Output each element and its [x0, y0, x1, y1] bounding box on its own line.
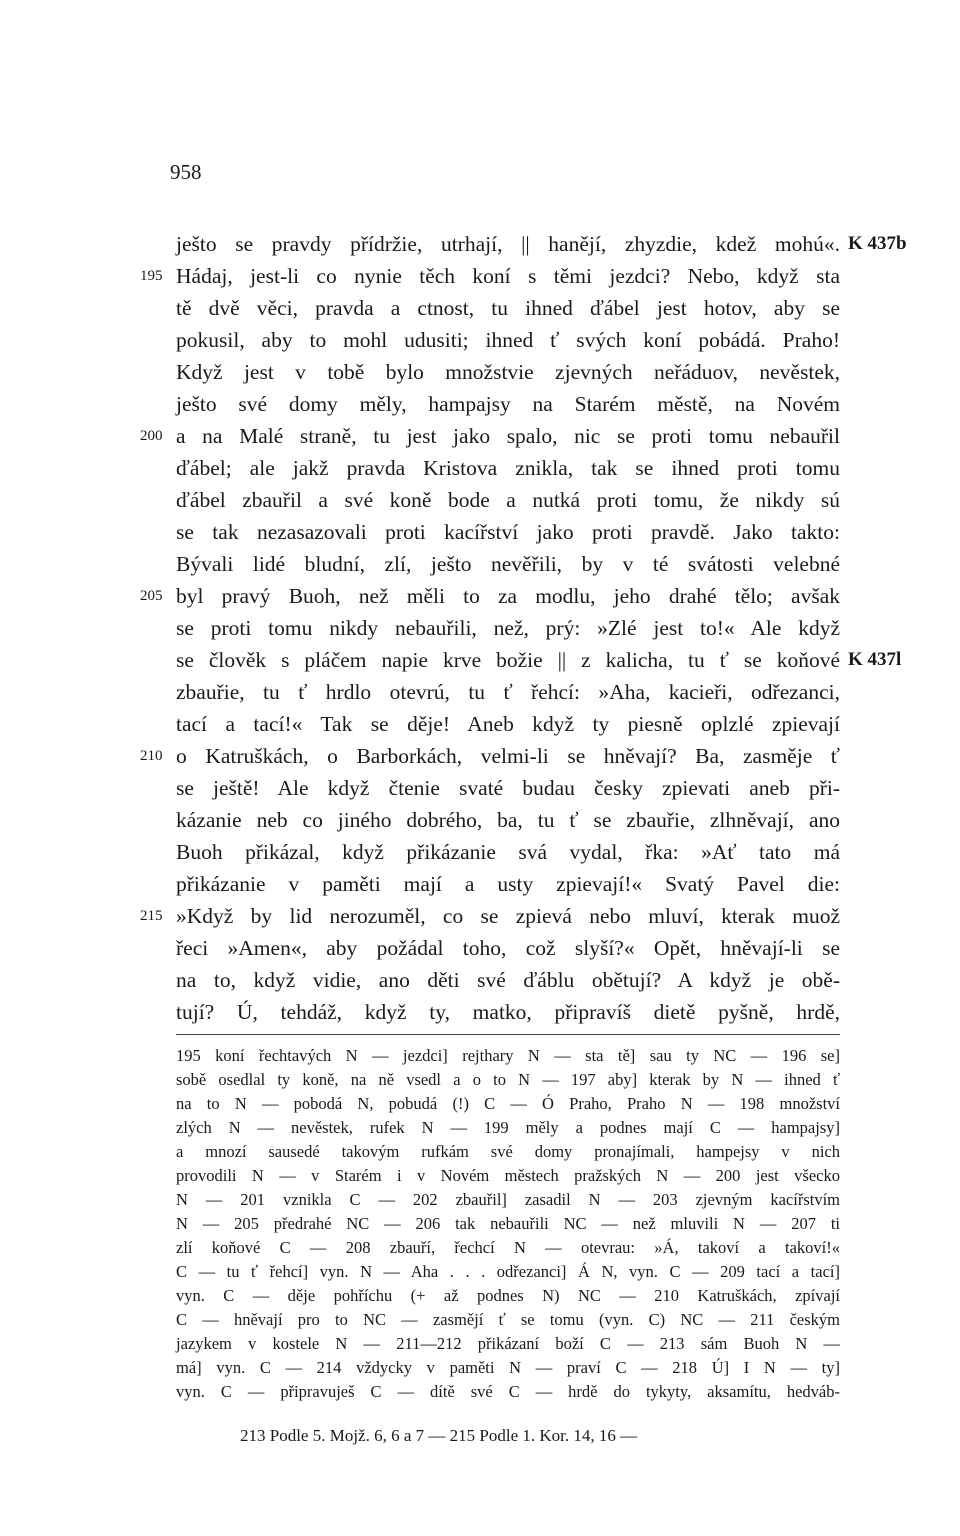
note-line: provodili N — v Starém i v Novém městech pražských N — 200 jest všecko — [176, 1166, 840, 1185]
text-line: a na Malé straně, tu jest jako spalo, nic se proti tomu nebauřil — [176, 424, 840, 448]
line-number: 205 — [140, 588, 163, 604]
note-line: má] vyn. C — 214 vždycky v paměti N — praví C — 218 Ú] I N — ty] — [176, 1358, 840, 1377]
text-line: o Katruškách, o Barborkách, velmi-li se hněvají? Ba, zasměje ť — [176, 744, 840, 768]
note-line: N — 201 vznikla C — 202 zbauřil] zasadil N — 203 zjevným kacířstvím — [176, 1190, 840, 1209]
margin-reference: K 437b — [848, 233, 907, 254]
note-line: zlí koňové C — 208 zbauří, řechcí N — otevrau: »Á, takoví a takoví!« — [176, 1238, 840, 1257]
text-line: tací a tací!« Tak se děje! Aneb když ty piesně oplzlé zpievají — [176, 712, 840, 736]
note-line: jazykem v kostele N — 211—212 přikázaní boží C — 213 sám Buoh N — — [176, 1334, 840, 1353]
text-line: ďábel; ale jakž pravda Kristova znikla, tak se ihned proti tomu — [176, 456, 840, 480]
line-number: 215 — [140, 908, 163, 924]
text-line: Buoh přikázal, když přikázanie svá vydal, řka: »Ať tato má — [176, 840, 840, 864]
text-line: kázanie neb co jiného dobrého, ba, tu ť se zbauřie, zlhněvají, ano — [176, 808, 840, 832]
note-line: zlých N — nevěstek, rufek N — 199 měly a podnes mají C — hampajsy] — [176, 1118, 840, 1137]
margin-reference: K 437l — [848, 649, 902, 670]
note-line: 195 koní řechtavých N — jezdci] rejthary N — sta tě] sau ty NC — 196 se] — [176, 1046, 840, 1065]
line-number: 210 — [140, 748, 163, 764]
text-line: zbauřie, tu ť hrdlo otevrú, tu ť řehcí: »Aha, kacieři, odřezanci, — [176, 680, 840, 704]
text-line: tují? Ú, tehdáž, když ty, matko, připravíš dietě pyšně, hrdě, — [176, 1000, 840, 1024]
text-line: byl pravý Buoh, než měli to za modlu, jeho drahé tělo; avšak — [176, 584, 840, 608]
note-line: N — 205 předrahé NC — 206 tak nebauřili NC — než mluvili N — 207 ti — [176, 1214, 840, 1233]
text-line: se ještě! Ale když čtenie svaté budau česky zpievati aneb při- — [176, 776, 840, 800]
text-line: »Když by lid nerozuměl, co se zpievá nebo mluví, kterak muož — [176, 904, 840, 928]
line-number: 195 — [140, 268, 163, 284]
text-line: se člověk s pláčem napie krve božie || z kalicha, tu ť se koňové — [176, 648, 840, 672]
note-line: sobě osedlal ty koně, na ně vsedl a o to N — 197 aby] kterak by N — ihned ť — [176, 1070, 840, 1089]
text-line: pokusil, aby to mohl udusiti; ihned ť svých koní pobádá. Praho! — [176, 328, 840, 352]
text-line: Bývali lidé bludní, zlí, ješto nevěřili, by v té svátosti velebné — [176, 552, 840, 576]
note-line: na to N — pobodá N, pobudá (!) C — Ó Praho, Praho N — 198 množství — [176, 1094, 840, 1113]
text-line: řeci »Amen«, aby požádal toho, což slyší?« Opět, hněvají-li se — [176, 936, 840, 960]
note-line: vyn. C — připravuješ C — dítě své C — hrdě do tykyty, aksamítu, hedváb- — [176, 1382, 840, 1401]
footnote-divider — [176, 1034, 840, 1035]
text-line: ďábel zbauřil a své koně bode a nutká proti tomu, že nikdy sú — [176, 488, 840, 512]
text-line: tě dvě věci, pravda a ctnost, tu ihned ďábel jest hotov, aby se — [176, 296, 840, 320]
text-line: ješto se pravdy přídržie, utrhají, || hanějí, zhyzdie, kdež mohú«. — [176, 232, 840, 256]
note-line: vyn. C — děje pohříchu (+ až podnes N) NC — 210 Katruškách, zpívají — [176, 1286, 840, 1305]
source-note: 213 Podle 5. Mojž. 6, 6 a 7 — 215 Podle 1. Kor. 14, 16 — — [240, 1426, 638, 1445]
note-line: C — hněvají pro to NC — zasmějí ť se tomu (vyn. C) NC — 211 českým — [176, 1310, 840, 1329]
line-number: 200 — [140, 428, 163, 444]
text-line: se tak nezasazovali proti kacířství jako proti pravdě. Jako takto: — [176, 520, 840, 544]
text-line: se proti tomu nikdy nebauřili, než, prý: »Zlé jest to!« Ale když — [176, 616, 840, 640]
text-line: Hádaj, jest-li co nynie těch koní s těmi jezdci? Nebo, když sta — [176, 264, 840, 288]
page-number: 958 — [170, 160, 202, 184]
note-line: C — tu ť řehcí] vyn. N — Aha . . . odřezanci] Á N, vyn. C — 209 tací a tací] — [176, 1262, 840, 1281]
text-line: na to, když vidie, ano děti své ďáblu obětují? A když je obě- — [176, 968, 840, 992]
text-line: ješto své domy měly, hampajsy na Starém městě, na Novém — [176, 392, 840, 416]
text-line: přikázanie v paměti mají a usty zpievají!« Svatý Pavel die: — [176, 872, 840, 896]
text-line: Když jest v tobě bylo množstvie zjevných neřáduov, nevěstek, — [176, 360, 840, 384]
note-line: a mnozí sausedé takovým rufkám své domy pronajímali, hampejsy v nich — [176, 1142, 840, 1161]
